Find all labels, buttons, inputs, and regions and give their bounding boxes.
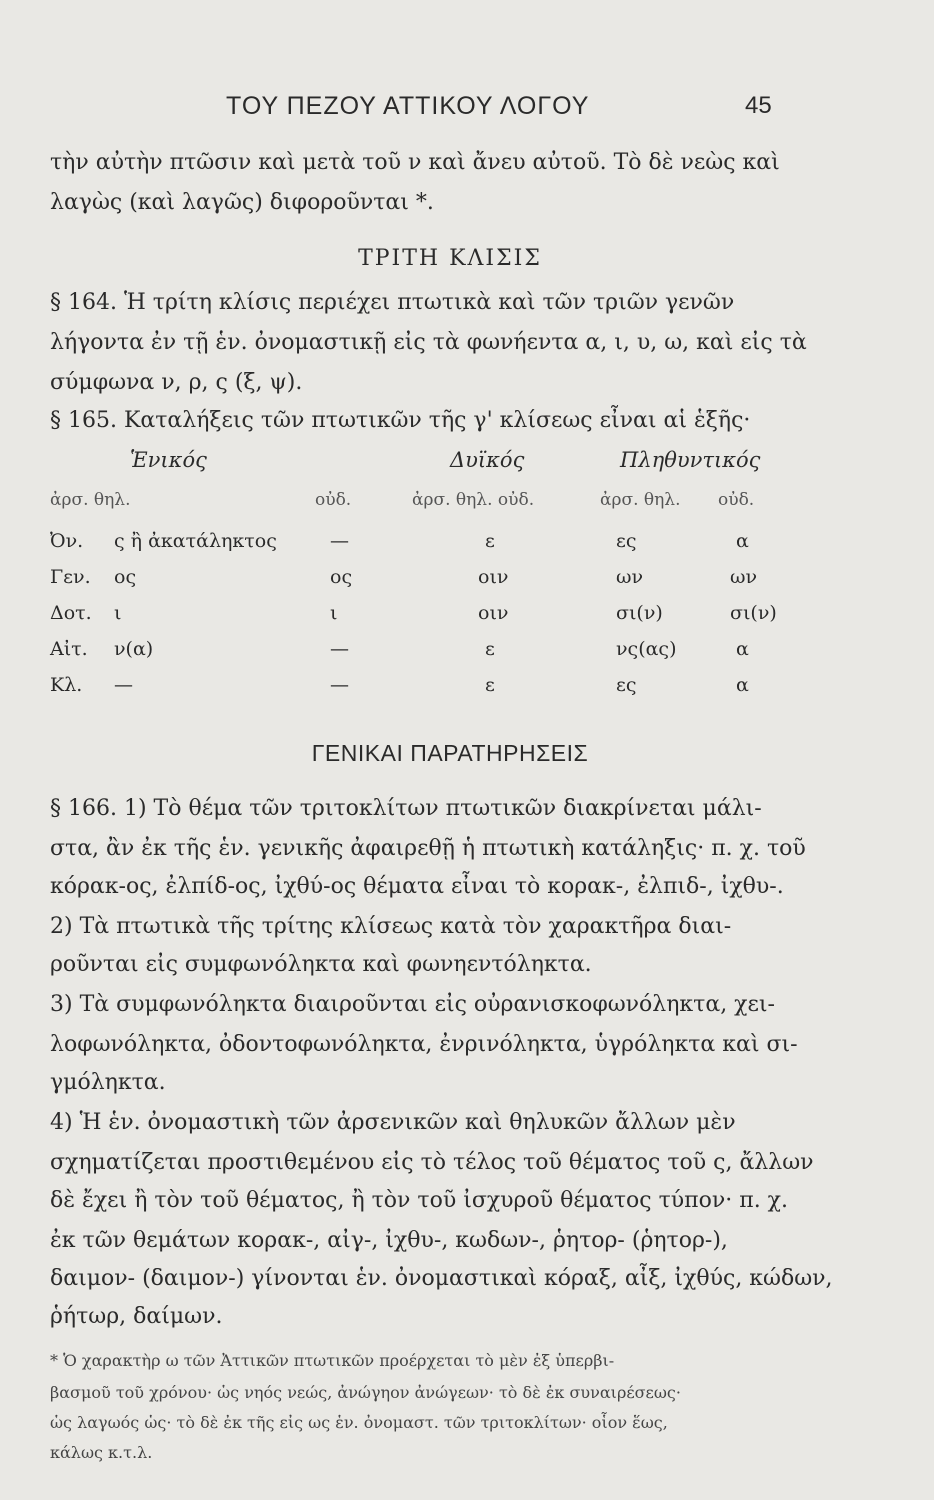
footnote-line: βασμοῦ τοῦ χρόνου· ὡς νηός νεώς, ἀνώγηον ἀνώγεων· τὸ δὲ ἐκ συναιρέσεως· <box>50 1383 681 1402</box>
ending-plur-n: α <box>736 674 749 696</box>
header-plural: Πληθυντικός <box>620 448 761 472</box>
ending-sing-mf: — <box>114 674 133 696</box>
ending-dual: οιν <box>478 602 509 624</box>
case-label: Κλ. <box>50 674 83 696</box>
section-title: ΤΡΙΤΗ ΚΛΙΣΙΣ <box>358 246 542 271</box>
case-label: Δοτ. <box>50 602 92 624</box>
paragraph-165-line: § 165. Καταλήξεις τῶν πτωτικῶν τῆς γ' κλίσεως εἶναι αἱ ἑξῆς· <box>50 408 751 433</box>
ending-plur-mf: ες <box>616 674 637 696</box>
footnote-line: κάλως κ.τ.λ. <box>50 1443 153 1462</box>
ending-sing-n: ος <box>330 566 353 588</box>
paragraph-166-line: δαιμον- (δαιμον-) γίνονται ἑν. ὀνομαστικαὶ κόραξ, αἶξ, ἰχθύς, κώδων, <box>50 1266 833 1291</box>
paragraph-166-line: 2) Τὰ πτωτικὰ τῆς τρίτης κλίσεως κατὰ τὸν χαρακτῆρα διαι- <box>50 914 732 939</box>
paragraph-164-line: σύμφωνα ν, ρ, ς (ξ, ψ). <box>50 370 303 395</box>
subheader-dual: ἀρσ. θηλ. οὐδ. <box>412 490 535 510</box>
page-header <box>0 92 934 132</box>
ending-dual: ε <box>485 530 495 552</box>
paragraph-166-line: κόρακ-ος, ἐλπίδ-ος, ἰχθύ-ος θέματα εἶναι τὸ κορακ-, ἐλπιδ-, ἰχθυ-. <box>50 874 784 899</box>
case-label: Αἰτ. <box>50 638 88 660</box>
header-dual: Δυϊκός <box>450 448 525 472</box>
ending-sing-mf: ς ἢ ἀκατάληκτος <box>114 530 277 552</box>
paragraph-166-line: 3) Τὰ συμφωνόληκτα διαιροῦνται εἰς οὐρανισκοφωνόληκτα, χει- <box>50 992 775 1017</box>
ending-plur-n: α <box>736 530 749 552</box>
ending-sing-n: — <box>330 530 349 552</box>
ending-plur-n: σι(ν) <box>730 602 777 624</box>
subheader-plur-n: οὐδ. <box>718 490 755 510</box>
ending-plur-mf: νς(ας) <box>616 638 677 660</box>
declension-endings-table <box>50 448 810 698</box>
paragraph-166-line: ἐκ τῶν θεμάτων κορακ-, αἰγ-, ἰχθυ-, κωδων-, ῥητορ- (ῥητορ-), <box>50 1228 728 1253</box>
ending-plur-n: α <box>736 638 749 660</box>
paragraph-166-line: ῥήτωρ, δαίμων. <box>50 1304 223 1329</box>
text-line: λαγὼς (καὶ λαγῶς) διφοροῦνται *. <box>50 190 434 215</box>
ending-plur-mf: σι(ν) <box>616 602 663 624</box>
ending-plur-n: ων <box>730 566 758 588</box>
ending-plur-mf: ων <box>616 566 644 588</box>
ending-plur-mf: ες <box>616 530 637 552</box>
ending-dual: ε <box>485 638 495 660</box>
paragraph-164-line: λήγοντα ἐν τῇ ἑν. ὀνομαστικῇ εἰς τὰ φωνήεντα α, ι, υ, ω, καὶ εἰς τὰ <box>50 330 807 355</box>
header-singular: Ἑνικός <box>130 448 207 472</box>
paragraph-166-line: 4) Ἡ ἑν. ὀνομαστικὴ τῶν ἀρσενικῶν καὶ θηλυκῶν ἄλλων μὲν <box>50 1110 736 1135</box>
case-label: Γεν. <box>50 566 91 588</box>
ending-sing-mf: ος <box>114 566 137 588</box>
ending-dual: οιν <box>478 566 509 588</box>
footnote-line: * Ὁ χαρακτὴρ ω τῶν Ἀττικῶν πτωτικῶν προέρχεται τὸ μὲν ἐξ ὑπερβι- <box>50 1351 615 1370</box>
paragraph-166-line: § 166. 1) Τὸ θέμα τῶν τριτοκλίτων πτωτικῶν διακρίνεται μάλι- <box>50 796 762 821</box>
ending-dual: ε <box>485 674 495 696</box>
paragraph-166-line: γμόληκτα. <box>50 1070 166 1095</box>
paragraph-164-line: § 164. Ἡ τρίτη κλίσις περιέχει πτωτικὰ καὶ τῶν τριῶν γενῶν <box>50 290 735 315</box>
ending-sing-n: — <box>330 674 349 696</box>
ending-sing-n: ι <box>330 602 338 624</box>
ending-sing-mf: ι <box>114 602 122 624</box>
running-title: ΤΟΥ ΠΕΖΟΥ ΑΤΤΙΚΟΥ ΛΟΓΟΥ <box>226 92 590 120</box>
paragraph-166-line: λοφωνόληκτα, ὀδοντοφωνόληκτα, ἐνρινόληκτα, ὑγρόληκτα καὶ σι- <box>50 1032 798 1057</box>
ending-sing-mf: ν(α) <box>114 638 154 660</box>
subheader-sing-mf: ἀρσ. θηλ. <box>50 490 131 510</box>
subheader-sing-n: οὐδ. <box>315 490 352 510</box>
footnote-line: ὡς λαγωός ὡς· τὸ δὲ ἐκ τῆς εἰς ως ἑν. ὀνομαστ. τῶν τριτοκλίτων· οἷον ἕως, <box>50 1413 668 1432</box>
paragraph-166-line: ροῦνται εἰς συμφωνόληκτα καὶ φωνηεντόληκτα. <box>50 952 592 977</box>
paragraph-166-line: δὲ ἔχει ἢ τὸν τοῦ θέματος, ἢ τὸν τοῦ ἰσχυροῦ θέματος τύπον· π. χ. <box>50 1188 788 1213</box>
case-label: Ὀν. <box>50 530 84 552</box>
text-line: τὴν αὐτὴν πτῶσιν καὶ μετὰ τοῦ ν καὶ ἄνευ αὐτοῦ. Τὸ δὲ νεὼς καὶ <box>50 150 780 175</box>
subheader-plur-mf: ἀρσ. θηλ. <box>600 490 681 510</box>
page-number: 45 <box>745 92 772 119</box>
paragraph-166-line: σχηματίζεται προστιθεμένου εἰς τὸ τέλος τοῦ θέματος τοῦ ς, ἄλλων <box>50 1150 814 1175</box>
general-remarks-title: ΓΕΝΙΚΑΙ ΠΑΡΑΤΗΡΗΣΕΙΣ <box>311 740 589 766</box>
ending-sing-n: — <box>330 638 349 660</box>
paragraph-166-line: στα, ἂν ἐκ τῆς ἑν. γενικῆς ἀφαιρεθῇ ἡ πτωτικὴ κατάληξις· π. χ. τοῦ <box>50 836 806 861</box>
